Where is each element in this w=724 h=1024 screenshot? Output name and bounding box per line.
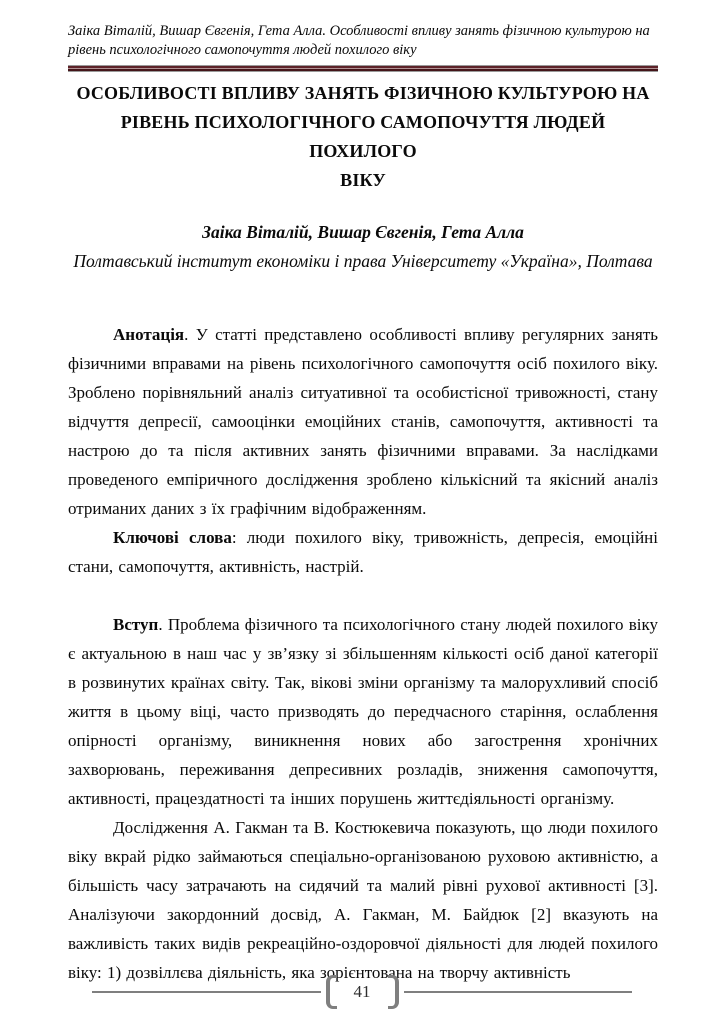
article-title-line: РІВЕНЬ ПСИХОЛОГІЧНОГО САМОПОЧУТТЯ ЛЮДЕЙ ПОХИЛОГО [120,112,606,161]
introduction-label: Вступ [113,615,159,634]
keywords-text: : люди похилого віку, тривожність, депресія, емоційні стани, самопочуття, активність, настрій. [68,528,658,576]
authors-line: Заіка Віталій, Вишар Євгенія, Гета Алла [202,222,524,242]
introduction-paragraph [68,610,658,813]
page-number: 41 [353,982,371,1001]
keywords-label: Ключові слова [113,528,232,547]
article-title-line: ВІКУ [340,170,386,190]
article-body [68,320,658,987]
article-title-line: ОСОБЛИВОСТІ ВПЛИВУ ЗАНЯТЬ ФІЗИЧНОЮ КУЛЬТУРОЮ НА [76,83,650,103]
running-header: Заіка Віталій, Вишар Євгенія, Гета Алла. Особливості впливу занять фізичною культурою на рівень психологічного самопочуття людей похилого віку [68,23,650,58]
page-number-bracket-right-icon [388,975,399,1009]
keywords-paragraph [68,523,658,581]
page-number-bracket-left-icon [326,975,337,1009]
page-footer [92,972,632,1012]
body-paragraph-text: Дослідження А. Гакман та В. Костюкевича показують, що люди похилого віку вкрай рідко займаються спеціально-організованою руховою активністю, а більшість часу затрачають на сидячий та малий рівні рухової активності [3]. Аналізуючи закордонний досвід, А. Гакман, М. Байдюк [2] вказують на важливість таких видів рекреаційно-оздоровчої діяльності для людей похилого віку: 1) дозвіллєва діяльність, яка зорієнтована на творчу активність [68,818,658,982]
abstract-text: . У статті представлено особливості впливу регулярних занять фізичними вправами на рівень психологічного самопочуття осіб похилого віку. Зроблено порівняльний аналіз ситуативної та особистісної тривожності, стану відчуття депресії, самооцінки емоційних станів, самопочуття, активності та настрою до та після активних занять фізичними вправами. За наслідками проведеного емпіричного дослідження зроблено кількісний та якісний аналіз отриманих даних з їх графічним відображенням. [68,325,658,518]
abstract-paragraph [68,320,658,523]
footer-rule-left [92,991,321,993]
body-paragraph [68,813,658,987]
affiliation-line: Полтавський інститут економіки і права Університету «Україна», Полтава [73,251,653,271]
article-title [68,79,658,195]
abstract-label: Анотація [113,325,185,344]
introduction-text: . Проблема фізичного та психологічного стану людей похилого віку є актуальною в наш час у зв’язку зі збільшенням кількості осіб даної категорії в розвинутих країнах світу. Так, вікові зміни організму та малорухливий спосіб життя в цьому віці, часто призводять до передчасного старіння, ослаблення опірності організму, виникнення нових або загострення хронічних захворювань, переживання депресивних розладів, зниження самопочуття, активності, працездатності та інших порушень життєдіяльності організму. [68,615,658,808]
header-separator-rule [68,65,658,72]
footer-rule-right [404,991,633,993]
